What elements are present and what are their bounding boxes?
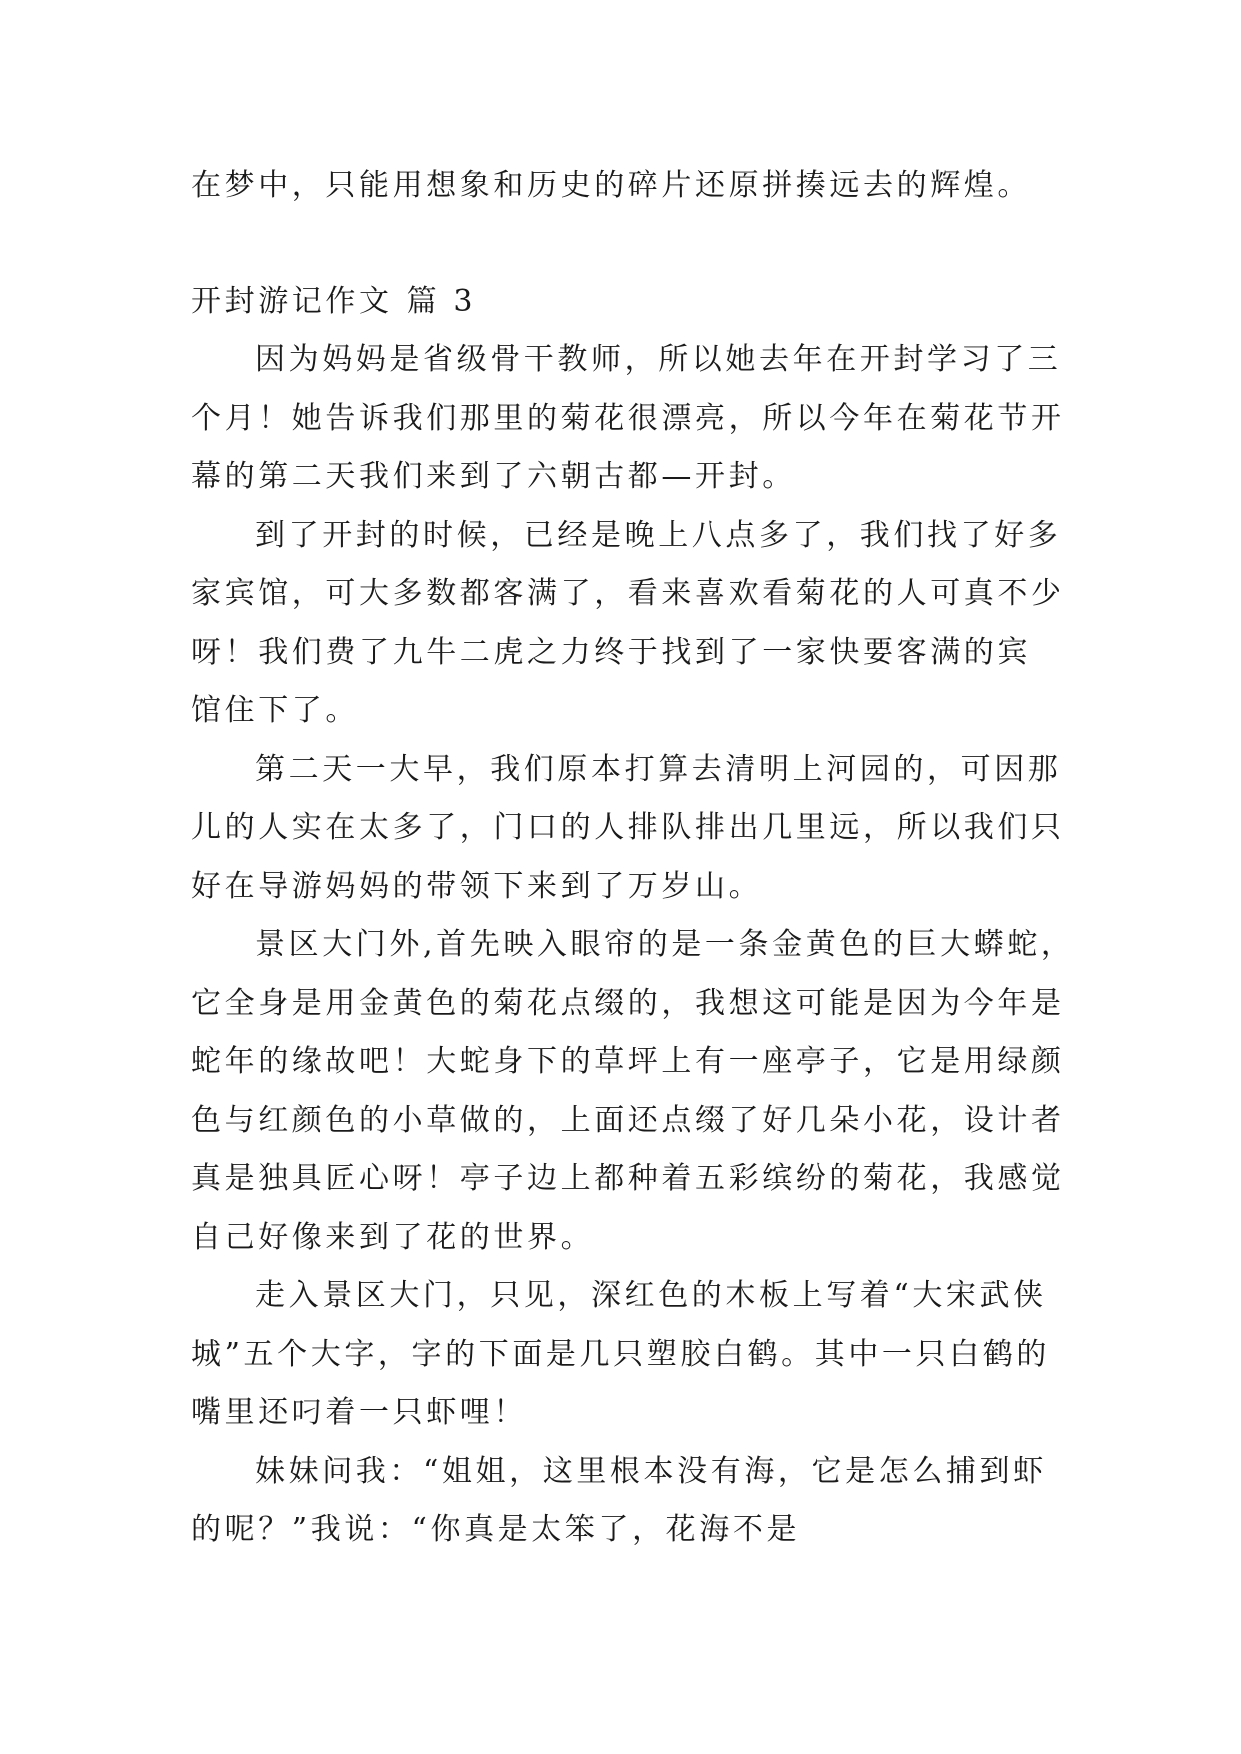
section-heading [191, 273, 476, 332]
text-line: 到了开封的时候，已经是晚上八点多了，我们找了好多 [255, 517, 1062, 553]
text-line: 馆住下了。 [191, 693, 359, 728]
text-line: 家宾馆，可大多数都客满了，看来喜欢看菊花的人可真不少 [191, 576, 1065, 611]
text-line: 景区大门外,首先映入眼帘的是一条金黄色的巨大蟒蛇， [255, 927, 1075, 962]
text-line: 妹妹问我：“姐姐，这里根本没有海，它是怎么捕到虾 [255, 1453, 1047, 1489]
continuation-line: 在梦中，只能用想象和历史的碎片还原拼揍远去的辉煌。 [191, 168, 1031, 203]
text-line: 嘴里还叼着一只虾哩！ [191, 1395, 527, 1430]
essay-body [191, 331, 1075, 1560]
text-line: 它全身是用金黄色的菊花点缀的，我想这可能是因为今年是 [191, 985, 1065, 1021]
text-line: 因为妈妈是省级骨干教师，所以她去年在开封学习了三 [255, 342, 1062, 377]
text-line: 个月！她告诉我们那里的菊花很漂亮，所以今年在菊花节开 [191, 400, 1065, 436]
text-line: 走入景区大门，只见，深红色的木板上写着“大宋武侠 [255, 1278, 1047, 1313]
text-line: 蛇年的缘故吧！大蛇身下的草坪上有一座亭子，它是用绿颜 [191, 1044, 1065, 1079]
text-line: 真是独具匠心呀！亭子边上都种着五彩缤纷的菊花，我感觉 [191, 1161, 1065, 1196]
heading-number: 篇 3 [406, 284, 477, 319]
text-line: 呀！我们费了九牛二虎之力终于找到了一家快要客满的宾 [191, 634, 1031, 670]
text-line: 第二天一大早，我们原本打算去清明上河园的，可因那 [255, 751, 1062, 787]
text-line: 幕的第二天我们来到了六朝古都—开封。 [191, 459, 796, 494]
text-line: 色与红颜色的小草做的，上面还点缀了好几朵小花，设计者 [191, 1102, 1065, 1138]
text-line: 好在导游妈妈的带领下来到了万岁山。 [191, 868, 763, 904]
heading-title: 开封游记作文 [191, 284, 393, 319]
text-line: 城”五个大字，字的下面是几只塑胶白鹤。其中一只白鹤的 [191, 1336, 1050, 1372]
text-line: 自己好像来到了花的世界。 [191, 1219, 595, 1255]
text-line: 的呢？”我说：“你真是太笨了，花海不是 [191, 1512, 801, 1547]
text-line: 儿的人实在太多了，门口的人排队排出几里远，所以我们只 [191, 810, 1065, 845]
